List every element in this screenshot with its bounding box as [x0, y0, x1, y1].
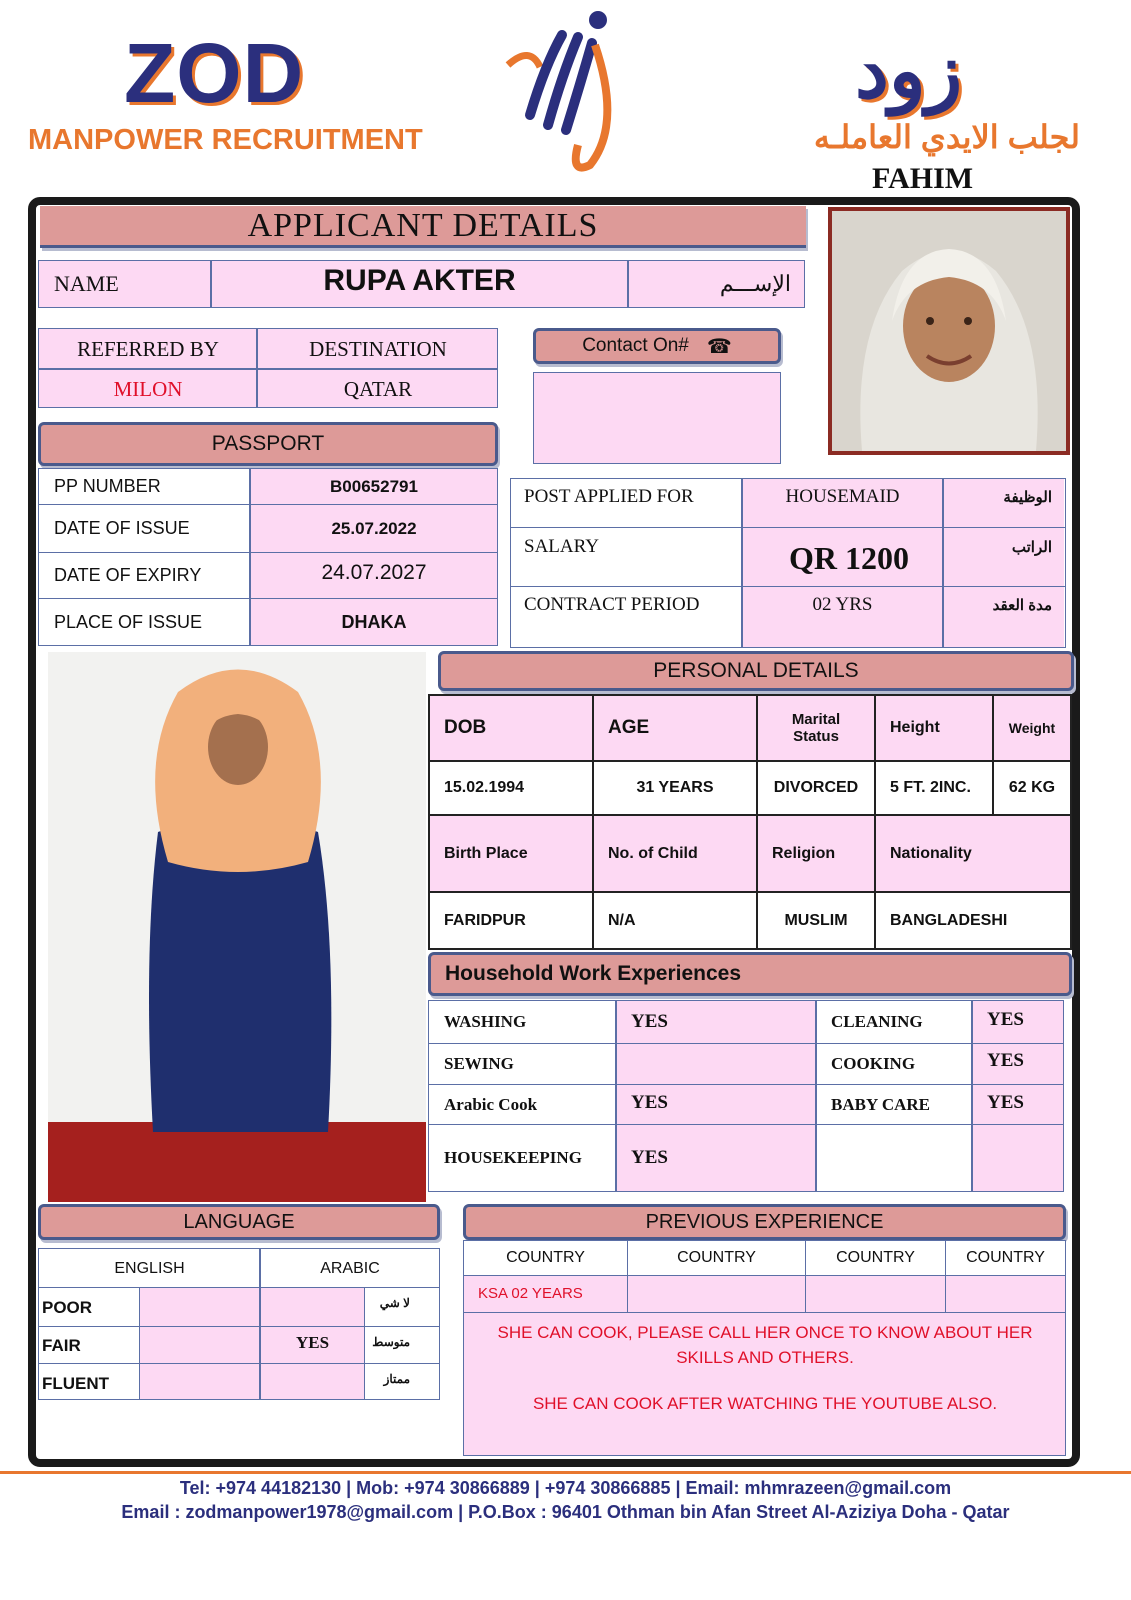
previous-experience-header: [463, 1204, 1066, 1240]
job-value-salary: QR 1200: [789, 539, 909, 576]
previous-col-country-1: COUNTRY: [506, 1249, 585, 1266]
passport-label-date-of-issue: DATE OF ISSUE: [54, 518, 190, 538]
language-title: LANGUAGE: [183, 1210, 295, 1233]
portrait-image: [832, 211, 1066, 451]
household-title: Household Work Experiences: [445, 962, 742, 985]
previous-value-1: KSA 02 YEARS: [478, 1284, 583, 1302]
household-task-empty: [817, 1125, 971, 1191]
brand-name-arabic: زود: [855, 29, 963, 114]
language-poor-arabic: [261, 1288, 364, 1326]
passport-value-date-of-issue: 25.07.2022: [331, 518, 417, 538]
previous-col-country-2: COUNTRY: [677, 1249, 756, 1266]
household-task-arabic-cook: Arabic Cook: [444, 1094, 538, 1114]
job-label-post: POST APPLIED FOR: [524, 486, 694, 507]
agent-name: FAHIM: [872, 162, 974, 195]
job-value-contract: 02 YRS: [812, 594, 873, 615]
previous-value-2: [628, 1276, 805, 1310]
brand-arabic-block: [760, 22, 1090, 202]
brand-block: [28, 26, 423, 168]
personal-header-age: AGE: [608, 717, 650, 738]
personal-value-height: 5 FT. 2INC.: [890, 779, 971, 796]
job-label-post-arabic: الوظيفة: [1003, 489, 1052, 506]
language-header: [38, 1204, 440, 1240]
personal-details-header: [438, 651, 1074, 691]
applicant-name: RUPA AKTER: [323, 264, 516, 297]
passport-value-pp-number: B00652791: [330, 476, 418, 496]
job-label-contract: CONTRACT PERIOD: [524, 594, 700, 615]
language-poor-arabic-label: لا شي: [379, 1296, 410, 1310]
contact-header: [533, 328, 781, 364]
household-task-sewing: SEWING: [444, 1054, 514, 1073]
personal-header-birth-place: Birth Place: [444, 844, 528, 862]
personal-details-title: PERSONAL DETAILS: [653, 659, 859, 682]
language-level-poor: POOR: [42, 1298, 93, 1317]
household-task-cooking: COOKING: [831, 1054, 916, 1073]
household-val-sewing: [617, 1044, 815, 1084]
personal-value-religion: MUSLIM: [784, 911, 848, 929]
applicant-details-title-text: APPLICANT DETAILS: [247, 206, 599, 244]
language-level-fair: FAIR: [42, 1336, 81, 1355]
previous-col-country-3: COUNTRY: [836, 1249, 915, 1266]
language-col-arabic: ARABIC: [320, 1259, 380, 1277]
household-val-baby-care: YES: [987, 1092, 1024, 1113]
household-val-arabic-cook: YES: [631, 1092, 668, 1113]
personal-value-age: 31 YEARS: [636, 779, 714, 796]
previous-experience-title: PREVIOUS EXPERIENCE: [645, 1210, 884, 1233]
language-fair-arabic-label: متوسط: [372, 1335, 410, 1349]
personal-header-nationality: Nationality: [890, 844, 972, 862]
full-body-image: [48, 652, 426, 1202]
language-level-fluent: FLUENT: [42, 1374, 110, 1393]
name-label: NAME: [54, 271, 119, 296]
name-label-arabic: الإســـم: [719, 271, 791, 296]
job-label-contract-arabic: مدة العقد: [992, 597, 1052, 614]
language-col-english: ENGLISH: [114, 1259, 185, 1277]
language-fluent-english: [140, 1364, 259, 1399]
household-val-washing: YES: [631, 1011, 668, 1032]
personal-value-dob: 15.02.1994: [444, 779, 525, 796]
personal-header-weight: Weight: [1008, 720, 1056, 736]
previous-col-country-4: COUNTRY: [966, 1249, 1045, 1266]
language-fair-arabic: YES: [295, 1333, 330, 1352]
company-logo: [500, 5, 640, 175]
footer-line-1: Tel: +974 44182130 | Mob: +974 30866889 | +974 30866885 | Email: mhmrazeen@gmail.com: [179, 1478, 952, 1498]
applicant-portrait-photo: [828, 207, 1070, 455]
applicant-details-title: [40, 206, 806, 248]
personal-value-children: N/A: [608, 911, 636, 929]
brand-subtitle-arabic: لجلب الايدي العاملـه: [813, 119, 1080, 155]
household-task-cleaning: CLEANING: [831, 1012, 923, 1031]
passport-label-place-of-issue: PLACE OF ISSUE: [54, 611, 203, 632]
referred-by-label: REFERRED BY: [77, 336, 219, 361]
household-val-cleaning: YES: [987, 1009, 1024, 1030]
applicant-full-photo: [48, 652, 426, 1202]
language-fluent-arabic-label: ممتاز: [383, 1372, 410, 1386]
language-poor-english: [140, 1288, 259, 1326]
personal-value-marital: DIVORCED: [773, 779, 859, 796]
personal-header-dob: DOB: [444, 717, 487, 738]
footer-line-2: Email : zodmanpower1978@gmail.com | P.O.Box : 96401 Othman bin Afan Street Al-Aziziya Doha - Qatar: [121, 1502, 1010, 1522]
household-val-housekeeping: YES: [631, 1147, 668, 1168]
passport-value-place-of-issue: DHAKA: [341, 611, 407, 632]
job-label-salary: SALARY: [524, 536, 599, 557]
contact-value-box: [533, 372, 781, 464]
passport-label-date-of-expiry: DATE OF EXPIRY: [54, 565, 202, 585]
household-header: [428, 952, 1072, 996]
personal-value-nationality: BANGLADESHI: [890, 911, 1008, 929]
language-fluent-arabic: [261, 1364, 364, 1399]
household-task-baby-care: BABY CARE: [831, 1094, 931, 1114]
previous-note-2: SHE CAN COOK AFTER WATCHING THE YOUTUBE ALSO.: [532, 1394, 998, 1413]
referred-by-value: MILON: [113, 376, 183, 401]
household-val-empty: [973, 1125, 1063, 1191]
personal-value-weight: 62 KG: [1008, 779, 1056, 796]
personal-header-height: Height: [890, 719, 940, 736]
job-value-post: HOUSEMAID: [785, 486, 900, 507]
household-task-washing: WASHING: [444, 1012, 527, 1031]
personal-header-children: No. of Child: [608, 844, 698, 862]
previous-note-1: SHE CAN COOK, PLEASE CALL HER ONCE TO KNOW ABOUT HER SKILLS AND OTHERS.: [497, 1323, 1033, 1367]
passport-header: [38, 422, 498, 466]
passport-value-date-of-expiry: 24.07.2027: [321, 561, 427, 584]
personal-header-marital: Marital Status: [791, 711, 841, 745]
brand-name: ZOD: [124, 26, 305, 120]
footer-divider: [0, 1471, 1131, 1474]
passport-label-pp-number: PP NUMBER: [54, 476, 161, 496]
household-val-cooking: YES: [987, 1050, 1024, 1071]
household-task-housekeeping: HOUSEKEEPING: [444, 1148, 582, 1167]
passport-title: PASSPORT: [211, 432, 325, 455]
brand-subtitle: MANPOWER RECRUITMENT: [28, 124, 423, 156]
contact-label: Contact On#: [582, 335, 689, 356]
job-label-salary-arabic: الراتب: [1011, 539, 1052, 556]
personal-header-religion: Religion: [772, 844, 836, 862]
destination-value: QATAR: [343, 376, 413, 401]
telephone-icon: ☎: [706, 335, 732, 358]
destination-label: DESTINATION: [309, 336, 447, 361]
personal-value-birth-place: FARIDPUR: [444, 911, 526, 929]
language-fair-english: [140, 1327, 259, 1363]
previous-value-4: [946, 1276, 1065, 1310]
previous-value-3: [806, 1276, 945, 1310]
